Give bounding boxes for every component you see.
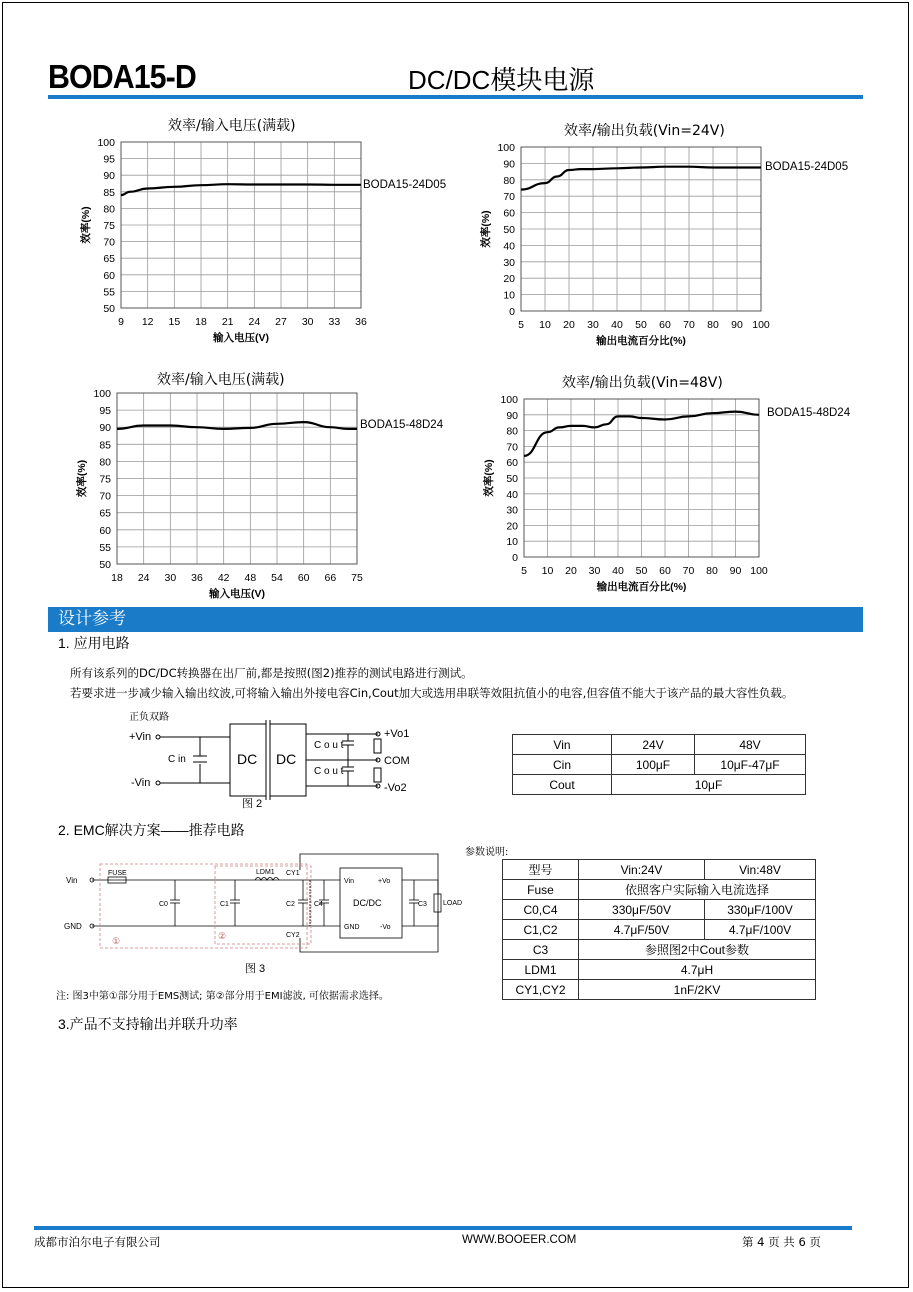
fig2-label-title: 正负双路: [129, 712, 169, 723]
x-tick-label: 60: [659, 319, 671, 331]
fig3-ldm1: LDM1: [256, 869, 275, 876]
x-axis-label: 输入电压(V): [209, 588, 265, 600]
efficiency-series-line: [117, 422, 357, 429]
x-tick-label: 50: [635, 565, 648, 577]
y-tick-label: 85: [103, 186, 115, 199]
y-tick-label: 70: [99, 490, 111, 503]
x-tick-label: 80: [706, 565, 718, 577]
y-tick-label: 50: [503, 224, 515, 236]
y-axis-label: 效率(%): [80, 206, 92, 244]
fig2-vo1: +Vo1: [384, 728, 410, 740]
y-tick-label: 60: [99, 524, 111, 537]
table-cell: Fuse: [503, 880, 579, 900]
x-axis-label: 输出电流百分比(%): [596, 335, 686, 347]
figure-3-emc-circuit: [60, 850, 480, 980]
y-tick-label: 0: [512, 552, 518, 564]
x-tick-label: 12: [141, 316, 154, 328]
table-row: [503, 960, 816, 980]
fig3-mod-vin: Vin: [344, 878, 354, 885]
table-cell: Vin: [513, 735, 612, 755]
x-tick-label: 27: [275, 316, 287, 328]
table-cell: LDM1: [503, 960, 579, 980]
table-cell: 4.7μF/100V: [705, 920, 816, 940]
fig3-cy2: CY2: [286, 932, 300, 939]
fig3-c4: C4: [314, 901, 323, 908]
y-axis-label: 效率(%): [76, 459, 88, 498]
app-circuit-heading: 1. 应用电路: [58, 635, 130, 651]
table-row: [513, 755, 806, 775]
x-tick-label: 50: [635, 319, 647, 331]
fig2-com: COM: [384, 755, 410, 767]
section-title-bar: 设计参考: [48, 607, 863, 632]
fig3-zone2: ②: [218, 931, 227, 941]
y-tick-label: 100: [93, 388, 111, 400]
chart3-title: 效率/输入电压(满载): [157, 372, 285, 388]
x-tick-label: 18: [195, 316, 207, 328]
y-tick-label: 75: [99, 473, 111, 486]
y-tick-label: 65: [99, 507, 111, 520]
y-tick-label: 70: [506, 441, 518, 454]
x-axis-label: 输入电压(V): [213, 332, 269, 344]
fig3-c3: C3: [418, 901, 427, 908]
y-tick-label: 10: [503, 289, 515, 302]
table-row: [513, 735, 806, 755]
x-tick-label: 48: [244, 572, 257, 584]
efficiency-charts: [0, 0, 913, 605]
x-tick-label: 70: [683, 319, 695, 331]
emc-parameter-table: [502, 859, 816, 1000]
table-row: [503, 940, 816, 960]
y-tick-label: 95: [103, 153, 115, 166]
x-tick-label: 24: [137, 572, 150, 584]
y-tick-label: 0: [509, 306, 515, 318]
x-tick-label: 30: [164, 572, 177, 584]
x-tick-label: 30: [587, 319, 599, 331]
fig3-vin: Vin: [66, 876, 78, 885]
x-tick-label: 30: [301, 316, 314, 328]
emc-heading: 2. EMC解决方案——推荐电路: [58, 822, 245, 838]
table-row: [503, 880, 816, 900]
fig3-fuse: FUSE: [108, 870, 127, 877]
param-title: 参数说明:: [465, 847, 509, 858]
fig3-mod-dcdc: DC/DC: [353, 898, 382, 908]
x-tick-label: 20: [563, 319, 575, 331]
y-tick-label: 60: [503, 207, 515, 220]
table-cell: 4.7μH: [579, 960, 816, 980]
y-tick-label: 100: [497, 142, 515, 154]
x-tick-label: 15: [168, 316, 181, 328]
fig3-mod-gnd: GND: [344, 924, 360, 931]
recommended-capacitor-table: [512, 734, 806, 795]
x-tick-label: 40: [611, 319, 623, 331]
y-tick-label: 30: [506, 504, 518, 517]
table-cell: 10μF-47μF: [695, 755, 806, 775]
y-tick-label: 80: [506, 425, 518, 438]
table-cell: C3: [503, 940, 579, 960]
x-tick-label: 36: [191, 572, 203, 584]
y-tick-label: 90: [103, 170, 115, 183]
y-tick-label: 70: [503, 191, 515, 204]
table-cell: 4.7μF/50V: [579, 920, 705, 940]
fig3-c1: C1: [220, 901, 229, 908]
fig2-vin-pos: +Vin: [129, 731, 152, 743]
chart1-title: 效率/输入电压(满载): [168, 118, 296, 134]
document-title: DC/DC模块电源: [408, 65, 595, 95]
efficiency-series-line: [121, 184, 361, 195]
table-cell: 依照客户实际输入电流选择: [579, 880, 816, 900]
y-tick-label: 20: [506, 520, 518, 533]
table-cell: Cout: [513, 775, 612, 795]
table-cell: CY1,CY2: [503, 980, 579, 1000]
fig2-cout1: C o u t: [314, 740, 344, 751]
x-tick-label: 5: [518, 319, 524, 331]
y-tick-label: 55: [103, 286, 115, 299]
x-tick-label: 10: [541, 565, 554, 577]
x-tick-label: 24: [248, 316, 261, 328]
x-tick-label: 42: [217, 572, 230, 584]
y-tick-label: 50: [506, 473, 518, 485]
fig3-caption: 图 3: [245, 963, 266, 975]
table-row: [503, 980, 816, 1000]
table-cell: 100μF: [612, 755, 695, 775]
x-tick-label: 33: [328, 316, 341, 328]
fig3-mod-vo: +Vo: [378, 878, 391, 885]
x-tick-label: 40: [612, 565, 624, 577]
y-tick-label: 95: [99, 405, 111, 418]
table-cell: 型号: [503, 860, 579, 880]
y-tick-label: 10: [506, 536, 518, 549]
x-tick-label: 36: [355, 316, 367, 328]
table-row: [513, 775, 806, 795]
table-row: [503, 860, 816, 880]
x-tick-label: 10: [539, 319, 551, 331]
item-3-heading: 3.产品不支持输出并联升功率: [58, 1016, 238, 1032]
paragraph-1: 所有该系列的DC/DC转换器在出厂前,都是按照(图2)推荐的测试电路进行测试。: [70, 666, 473, 680]
y-tick-label: 100: [97, 137, 115, 149]
x-tick-label: 21: [221, 316, 234, 328]
x-tick-label: 90: [729, 565, 742, 577]
table-cell: C1,C2: [503, 920, 579, 940]
footer-website[interactable]: WWW.BOOEER.COM: [462, 1234, 577, 1246]
fig2-cout2: C o u t: [314, 766, 344, 777]
y-tick-label: 65: [103, 253, 115, 266]
y-tick-label: 90: [503, 158, 515, 171]
y-tick-label: 20: [503, 273, 515, 286]
x-tick-label: 18: [111, 572, 123, 584]
fig2-dc1: DC: [237, 751, 258, 767]
figure-2-circuit: [120, 706, 420, 814]
y-tick-label: 60: [103, 269, 115, 282]
y-tick-label: 100: [500, 394, 518, 406]
series-label: BODA15-24D05: [363, 179, 447, 191]
y-tick-label: 60: [506, 457, 518, 470]
fig3-load: LOAD: [443, 900, 463, 907]
y-tick-label: 40: [506, 488, 518, 501]
footer-page-number: 第 4 页 共 6 页: [742, 1235, 821, 1249]
x-tick-label: 20: [565, 565, 577, 577]
y-tick-label: 80: [103, 203, 115, 216]
x-tick-label: 30: [588, 565, 601, 577]
x-tick-label: 66: [324, 572, 337, 584]
footer-divider: [34, 1226, 852, 1230]
y-tick-label: 90: [506, 409, 518, 422]
paragraph-2: 若要求进一步减少输入输出纹波,可将输入输出外接电容Cin,Cout加大或选用串联等效阻抗值小的电容,但容值不能大于该产品的最大容性负载。: [70, 686, 794, 700]
fig2-cin: C in: [168, 754, 186, 765]
brand-logo: BODA15-D: [48, 58, 196, 95]
y-tick-label: 55: [99, 541, 111, 554]
y-tick-label: 50: [99, 559, 111, 571]
fig3-zone1: ①: [112, 936, 121, 946]
y-tick-label: 40: [503, 240, 515, 253]
chart2-title: 效率/输出负载(Vin=24V): [564, 123, 725, 139]
fig2-vo2: -Vo2: [384, 782, 407, 794]
x-tick-label: 70: [682, 565, 695, 577]
fig2-vin-neg: -Vin: [131, 777, 151, 789]
x-tick-label: 54: [271, 572, 283, 584]
chart4-title: 效率/输出负载(Vin=48V): [562, 375, 723, 391]
fig2-dc2: DC: [276, 751, 297, 767]
y-axis-label: 效率(%): [483, 459, 495, 497]
y-tick-label: 75: [103, 220, 115, 232]
table-cell: C0,C4: [503, 900, 579, 920]
fig3-gnd: GND: [64, 922, 82, 931]
table-cell: 330μF/50V: [579, 900, 705, 920]
table-cell: 330μF/100V: [705, 900, 816, 920]
x-tick-label: 75: [351, 572, 363, 584]
table-cell: 1nF/2KV: [579, 980, 816, 1000]
fig2-caption: 图 2: [242, 798, 263, 810]
x-tick-label: 90: [731, 319, 743, 331]
table-row: [503, 920, 816, 940]
y-tick-label: 50: [103, 303, 115, 315]
x-tick-label: 80: [707, 319, 719, 331]
series-label: BODA15-24D05: [765, 161, 849, 173]
x-tick-label: 5: [521, 565, 527, 577]
table-row: [503, 900, 816, 920]
y-tick-label: 80: [99, 456, 111, 469]
y-tick-label: 30: [503, 256, 515, 269]
emc-note: 注: 图3中第①部分用于EMS测试; 第②部分用于EMI滤波, 可依据需求选择。: [56, 991, 389, 1002]
x-tick-label: 60: [659, 565, 671, 577]
y-tick-label: 80: [503, 174, 515, 187]
x-tick-label: 9: [118, 316, 124, 328]
table-cell: 48V: [695, 735, 806, 755]
x-tick-label: 60: [297, 572, 310, 584]
y-tick-label: 90: [99, 422, 111, 435]
x-tick-label: 100: [750, 565, 768, 577]
series-label: BODA15-48D24: [360, 419, 444, 431]
table-cell: 24V: [612, 735, 695, 755]
fig3-c0: C0: [159, 901, 168, 908]
series-label: BODA15-48D24: [767, 407, 851, 419]
fig3-c2: C2: [286, 901, 295, 908]
x-tick-label: 100: [752, 319, 770, 331]
y-axis-label: 效率(%): [480, 210, 492, 248]
fig3-cy1: CY1: [286, 870, 300, 877]
table-cell: 10μF: [612, 775, 806, 795]
table-cell: Vin:24V: [579, 860, 705, 880]
y-tick-label: 70: [103, 236, 115, 249]
footer-company: 成都市泊尔电子有限公司: [34, 1235, 161, 1249]
x-axis-label: 输出电流百分比(%): [596, 581, 687, 593]
table-cell: Vin:48V: [705, 860, 816, 880]
table-cell: Cin: [513, 755, 612, 775]
table-cell: 参照图2中Cout参数: [579, 940, 816, 960]
fig3-mod-neg: -Vo: [380, 924, 391, 931]
y-tick-label: 85: [99, 439, 111, 452]
